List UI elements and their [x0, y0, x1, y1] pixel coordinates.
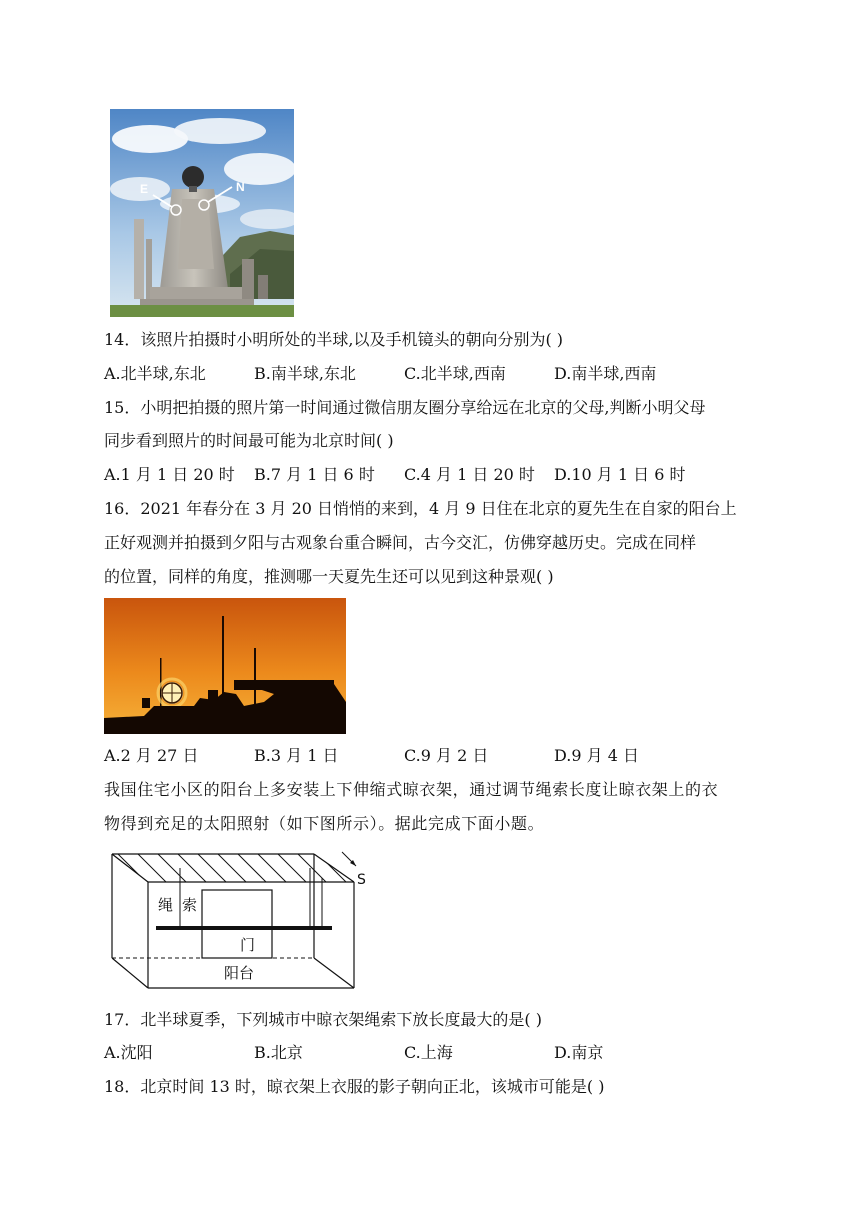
label-rope-1: 绳: [158, 896, 174, 914]
q15-option-c: C.4 月 1 日 20 时: [404, 465, 535, 484]
q17-option-d: D.南京: [554, 1043, 604, 1062]
q14-stem: 14．该照片拍摄时小明所处的半球,以及手机镜头的朝向分别为( ): [104, 330, 564, 349]
q17-option-c: C.上海: [404, 1043, 453, 1062]
q16-stem-line-3: 的位置，同样的角度，推测哪一天夏先生还可以见到这种景观( ): [104, 567, 554, 586]
q14-option-a: A.北半球,东北: [104, 364, 206, 383]
q15-option-d: D.10 月 1 日 6 时: [554, 465, 686, 484]
q16-option-d: D.9 月 4 日: [554, 746, 639, 765]
q16-option-c: C.9 月 2 日: [404, 746, 489, 765]
q15-stem-line-2: 同步看到照片的时间最可能为北京时间( ): [104, 431, 394, 450]
monument-photo: [110, 109, 294, 317]
label-n: N: [236, 180, 245, 194]
q14-option-b: B.南半球,东北: [254, 364, 356, 383]
sunset-photo: [104, 598, 346, 734]
balcony-diagram: [108, 848, 374, 994]
q16-stem-line-1: 16．2021 年春分在 3 月 20 日悄悄的来到，4 月 9 日住在北京的夏先生在自家的阳台上: [104, 499, 737, 518]
q15-option-b: B.7 月 1 日 6 时: [254, 465, 375, 484]
q16-stem-line-2: 正好观测并拍摄到夕阳与古观象台重合瞬间，古今交汇，仿佛穿越历史。完成在同样: [104, 533, 697, 552]
q18-stem: 18．北京时间 13 时，晾衣架上衣服的影子朝向正北，该城市可能是( ): [104, 1077, 605, 1096]
q15-option-a: A.1 月 1 日 20 时: [104, 465, 235, 484]
q16-option-b: B.3 月 1 日: [254, 746, 339, 765]
label-rope-2: 索: [182, 896, 198, 914]
q15-stem-line-1: 15．小明把拍摄的照片第一时间通过微信朋友圈分享给远在北京的父母,判断小明父母: [104, 398, 706, 417]
q17-option-b: B.北京: [254, 1043, 303, 1062]
q14-option-c: C.北半球,西南: [404, 364, 506, 383]
label-door: 门: [240, 936, 256, 954]
q17-stem: 17．北半球夏季，下列城市中晾衣架绳索下放长度最大的是( ): [104, 1010, 542, 1029]
q16-option-a: A.2 月 27 日: [104, 746, 199, 765]
intro-line-2: 物得到充足的太阳照射（如下图所示）。据此完成下面小题。: [104, 814, 545, 833]
label-e: E: [140, 182, 149, 196]
intro-line-1: 我国住宅小区的阳台上多安装上下伸缩式晾衣架，通过调节绳索长度让晾衣架上的衣: [104, 780, 719, 799]
label-balcony: 阳台: [224, 964, 255, 982]
label-s: S: [357, 872, 366, 888]
q17-option-a: A.沈阳: [104, 1043, 153, 1062]
q14-option-d: D.南半球,西南: [554, 364, 657, 383]
